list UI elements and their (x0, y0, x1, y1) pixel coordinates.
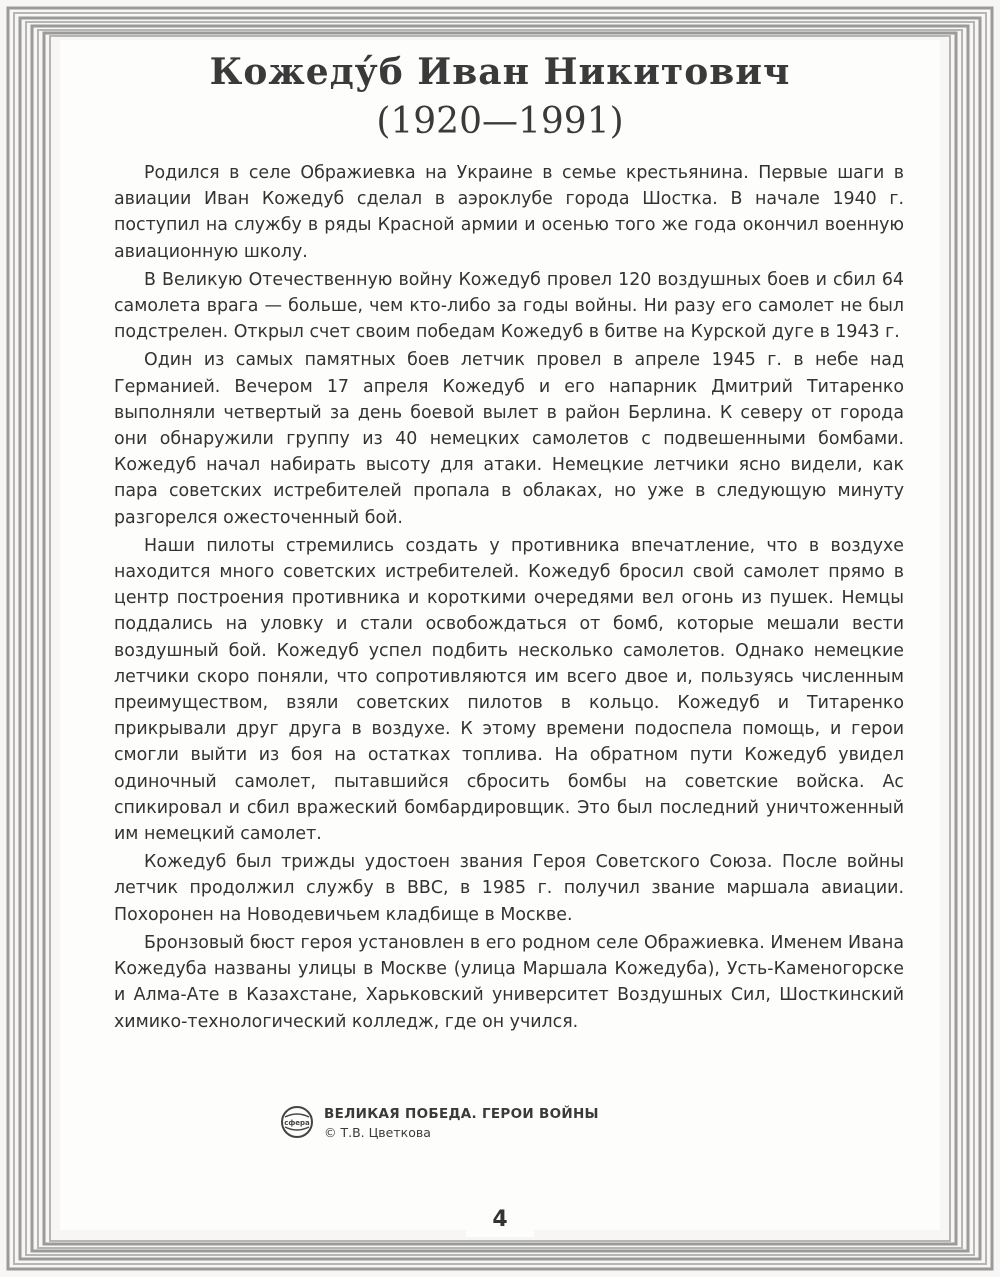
sfera-logo-icon (280, 1105, 314, 1139)
page-content (60, 40, 940, 1230)
footer (280, 1103, 620, 1143)
paragraph: Бронзовый бюст героя установлен в его родном селе Ображиевка. Именем Ивана Кожедуба названы улицы в Москве (улица Маршала Кожедуба), Усть-Каменогорске и Алма-Ате в Казахстане, Харьковский университет Воздушных Сил, Шосткинский химико-технологический колледж, где он учился. (114, 932, 904, 1032)
paragraph: Наши пилоты стремились создать у противника впечатление, что в воздухе находится много советских истребителей. Кожедуб бросил свой самолет прямо в центр построения противника и короткими очередями вел огонь из пушек. Немцы поддались на уловку и стали освобождаться от бомб, которые мешали вести воздушный бой. Кожедуб успел подбить несколько самолетов. Однако немецкие летчики скоро поняли, что сопротивляются им всего двое и, пользуясь численным преимуществом, взяли советских пилотов в кольцо. Кожедуб и Титаренко прикрывали друг друга в воздухе. К этому времени подоспела помощь, и герои смогли выйти из боя на остатках топлива. На обратном пути Кожедуб увидел одиночный самолет, пытавшийся сбросить бомбы на советские войска. Ас спикировал и сбил вражеский бомбардировщик. Это был последний уничтоженный им немецкий самолет. (114, 535, 904, 845)
paragraph: Один из самых памятных боев летчик провел в апреле 1945 г. в небе над Германией. Вечером 17 апреля Кожедуб и его напарник Дмитрий Титаренко выполняли четвертый за день боевой вылет в район Берлина. К северу от города они обнаружили группу из 40 немецких самолетов с подвешенными бомбами. Кожедуб начал набирать высоту для атаки. Немецкие летчики ясно видели, как пара советских истребителей пропала в облаках, но уже в следующую минуту разгорелся ожесточенный бой. (114, 350, 904, 528)
article-body (114, 160, 904, 1037)
copyright: © Т.В. Цветкова (324, 1125, 431, 1140)
page-title: Кожеду́б Иван Никитович (209, 51, 791, 93)
page-number: 4 (466, 1203, 534, 1237)
life-years: (1920—1991) (376, 101, 624, 142)
paragraph: Кожедуб был трижды удостоен звания Героя Советского Союза. После войны летчик продолжил службу в ВВС, в 1985 г. получил звание маршала авиации. Похоронен на Новодевичьем кладбище в Москве. (114, 852, 904, 925)
paragraph: Родился в селе Ображиевка на Украине в семье крестьянина. Первые шаги в авиации Иван Кожедуб сделал в аэроклубе города Шостка. В начале 1940 г. поступил на службу в ряды Красной армии и осенью того же года окончил военную авиационную школу. (114, 163, 904, 262)
series-title: ВЕЛИКАЯ ПОБЕДА. ГЕРОИ ВОЙНЫ (324, 1106, 599, 1122)
paragraph: В Великую Отечественную войну Кожедуб провел 120 воздушных боев и сбил 64 самолета врага — больше, чем кто-либо за годы войны. Ни разу его самолет не был подстрелен. Открыл счет своим победам Кожедуб в битве на Курской дуге в 1943 г. (114, 269, 904, 343)
header (60, 48, 940, 148)
logo-text: сфера (284, 1119, 310, 1127)
